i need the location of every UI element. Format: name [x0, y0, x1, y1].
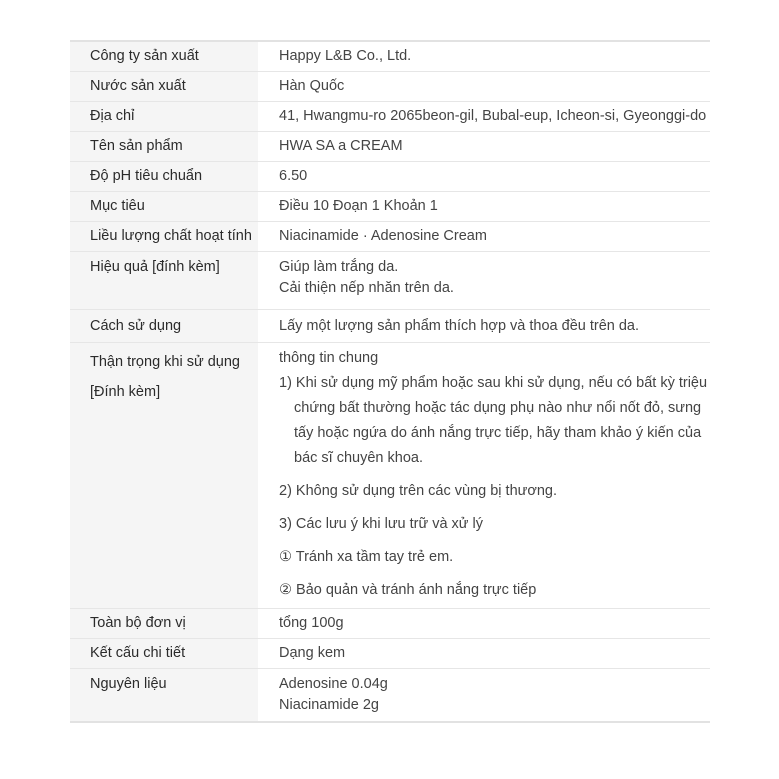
label-target: Mục tiêu [70, 192, 258, 221]
row-usage [70, 310, 710, 343]
label-texture: Kết cấu chi tiết [70, 639, 258, 668]
row-target [70, 192, 710, 222]
value-active-dose: Niacinamide · Adenosine Cream [279, 228, 487, 244]
value-caution [258, 343, 714, 608]
caution-label-line: [Đính kèm] [90, 384, 161, 400]
value-usage: Lấy một lượng sản phẩm thích hợp và thoa đều trên da. [279, 318, 640, 334]
row-manufacturer [70, 42, 710, 72]
label-total-unit: Toàn bộ đơn vị [70, 609, 258, 638]
label-address: Địa chỉ [70, 102, 258, 131]
value-ph: 6.50 [279, 168, 308, 184]
effect-line: Cải thiện nếp nhăn trên da. [279, 280, 454, 296]
label-effect: Hiệu quả [đính kèm] [70, 252, 258, 309]
label-manufacturer: Công ty sản xuất [70, 42, 258, 71]
value-target: Điều 10 Đoạn 1 Khoản 1 [279, 198, 438, 214]
label-ph: Độ pH tiêu chuẩn [70, 162, 258, 191]
label-ingredients: Nguyên liệu [70, 669, 258, 721]
caution-item-3: 3) Các lưu ý khi lưu trữ và xử lý [279, 516, 484, 532]
value-country: Hàn Quốc [279, 78, 345, 94]
ingredient-line: Niacinamide 2g [279, 697, 379, 713]
value-texture: Dạng kem [279, 645, 346, 661]
caution-sub-1: ① Tránh xa tầm tay trẻ em. [279, 549, 454, 565]
value-total-unit: tổng 100g [279, 615, 344, 631]
label-country: Nước sản xuất [70, 72, 258, 101]
caution-item-2: 2) Không sử dụng trên các vùng bị thương. [279, 483, 558, 499]
row-address [70, 102, 710, 132]
row-ingredients [70, 669, 710, 721]
value-address: 41, Hwangmu-ro 2065beon-gil, Bubal-eup, Icheon-si, Gyeonggi-do [279, 108, 707, 124]
product-spec-table [70, 40, 710, 723]
row-ph [70, 162, 710, 192]
caution-title: thông tin chung [279, 350, 379, 366]
label-active-dose: Liều lượng chất hoạt tính [70, 222, 258, 251]
caution-label-line: Thận trọng khi sử dụng [90, 354, 240, 370]
caution-sub-2: ② Bảo quản và tránh ánh nắng trực tiếp [279, 582, 537, 598]
effect-line: Giúp làm trắng da. [279, 259, 399, 275]
row-country [70, 72, 710, 102]
row-texture [70, 639, 710, 669]
row-total-unit [70, 609, 710, 639]
row-active-dose [70, 222, 710, 252]
value-product-name: HWA SA a CREAM [279, 138, 403, 154]
label-caution [70, 343, 258, 608]
label-usage: Cách sử dụng [70, 310, 258, 342]
value-manufacturer: Happy L&B Co., Ltd. [279, 48, 412, 64]
value-ingredients [258, 669, 710, 721]
row-product-name [70, 132, 710, 162]
row-caution [70, 343, 710, 609]
caution-item-1: 1) Khi sử dụng mỹ phẩm hoặc sau khi sử dụng, nếu có bất kỳ triệu chứng bất thường hoặc tác dụng phụ nào như nổi nốt đỏ, sưng tấy hoặc ngứa do ánh nắng trực tiếp, hãy tham khảo ý kiến của bác sĩ chuyên khoa. [279, 375, 708, 466]
value-effect [258, 252, 710, 309]
row-effect [70, 252, 710, 310]
ingredient-line: Adenosine 0.04g [279, 676, 388, 692]
label-product-name: Tên sản phẩm [70, 132, 258, 161]
